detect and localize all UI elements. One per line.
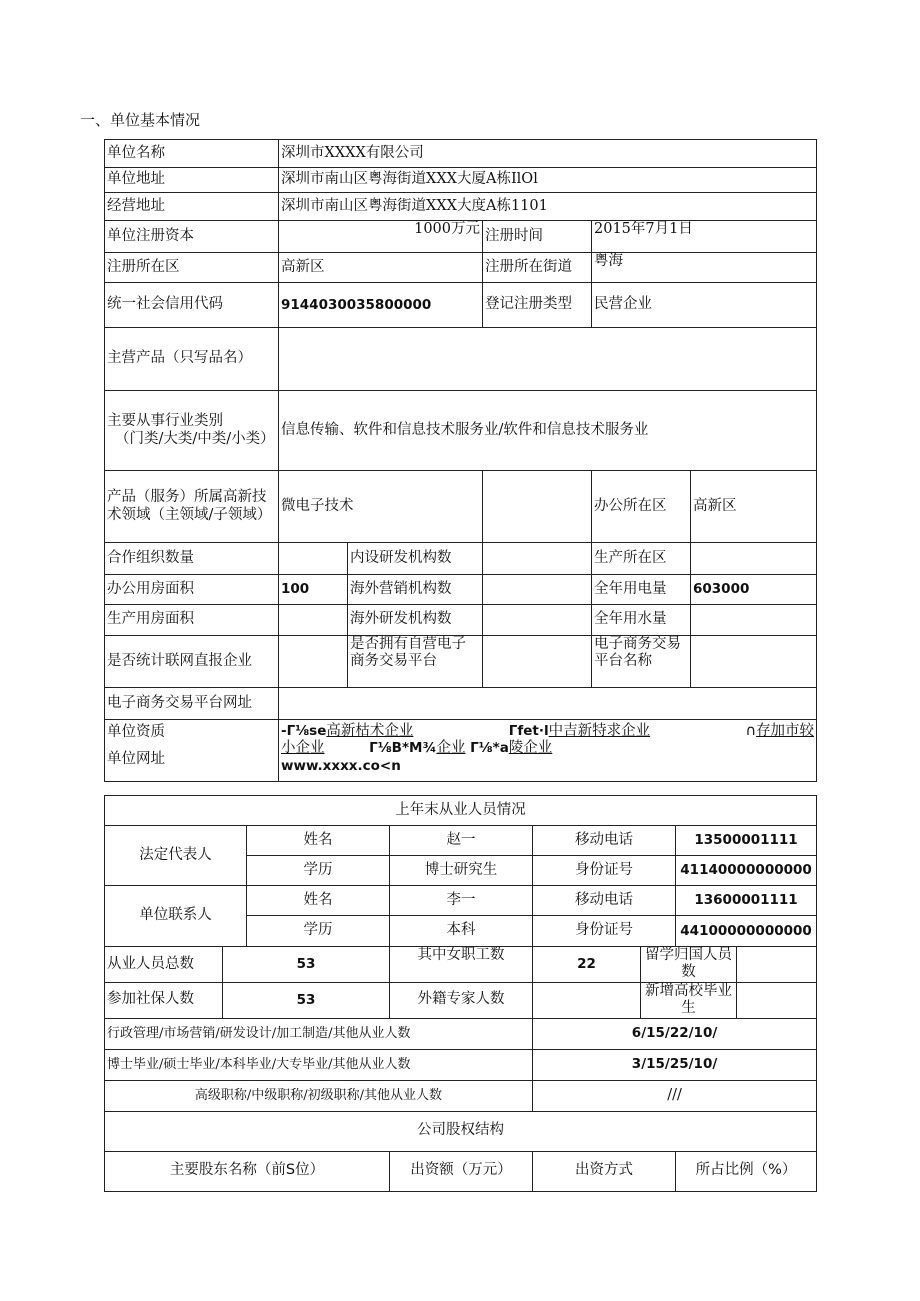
foreign-expert-label: 外籍专家人数 bbox=[390, 982, 533, 1018]
qualification-item-3-mark: ∩ bbox=[745, 723, 757, 739]
legal-rep-id-value: 41140000000000 bbox=[676, 856, 817, 886]
overseas-sales-value bbox=[483, 575, 592, 605]
website-label: 单位网址 bbox=[107, 751, 165, 768]
qualification-line1 bbox=[281, 723, 814, 740]
office-area-label: 办公用房面积 bbox=[105, 575, 279, 605]
female-staff-value: 22 bbox=[533, 947, 641, 983]
contact-name-value: 李一 bbox=[390, 886, 533, 916]
qualification-item-3-text-b: 小企业 bbox=[281, 740, 325, 757]
annual-water-label: 全年用水量 bbox=[592, 605, 691, 636]
stats-report-value bbox=[279, 636, 348, 688]
returnee-value bbox=[737, 947, 817, 983]
qualification-item-1-mark: -Γ⅛se bbox=[281, 723, 327, 739]
registration-district-label: 注册所在区 bbox=[105, 253, 279, 283]
annual-power-label: 全年用电量 bbox=[592, 575, 691, 605]
equity-col-shareholder: 主要股东名称（前S位） bbox=[105, 1151, 390, 1191]
equity-col-method: 出资方式 bbox=[533, 1151, 676, 1191]
contact-edu-value: 本科 bbox=[390, 916, 533, 947]
qualification-item-4-text: 企业 bbox=[436, 740, 466, 757]
title-breakdown-value: /// bbox=[533, 1080, 817, 1111]
hitech-field-value: 微电子技术 bbox=[279, 471, 483, 543]
main-product-label: 主营产品（只写品名） bbox=[105, 328, 279, 391]
insured-value: 53 bbox=[223, 982, 390, 1018]
qualification-item-2-text: 中吉新特求企业 bbox=[548, 723, 651, 739]
dept-breakdown-label: 行政管理/市场营销/研发设计/加工制造/其他从业人数 bbox=[105, 1018, 533, 1049]
qualification-item-5 bbox=[470, 740, 552, 756]
staff-section-title: 上年末从业人员情况 bbox=[105, 796, 817, 826]
inner-rd-value bbox=[483, 543, 592, 575]
website-value: www.xxxx.co<n bbox=[281, 757, 401, 774]
legal-rep-name-value: 赵一 bbox=[390, 826, 533, 856]
registration-time-value: 2015年7月1日 bbox=[592, 221, 817, 253]
legal-rep-mobile-value: 13500001111 bbox=[676, 826, 817, 856]
stats-report-label: 是否统计联网直报企业 bbox=[105, 636, 279, 688]
legal-rep-label: 法定代表人 bbox=[105, 826, 247, 886]
contact-id-label: 身份证号 bbox=[533, 916, 676, 947]
office-district-label: 办公所在区 bbox=[592, 471, 691, 543]
ecom-name-label: 电子商务交易平台名称 bbox=[592, 636, 691, 688]
hitech-field-label: 产品（服务）所属高新技术领域（主领域/子领域） bbox=[105, 471, 279, 543]
registration-district-value: 高新区 bbox=[279, 253, 483, 283]
equity-col-ratio: 所占比例（%） bbox=[676, 1151, 817, 1191]
registered-capital-value: 1000万元 bbox=[279, 221, 483, 253]
qualification-website-label-cell bbox=[105, 720, 279, 782]
overseas-sales-label: 海外营销机构数 bbox=[348, 575, 483, 605]
basic-info-table bbox=[104, 139, 817, 782]
business-address-label: 经营地址 bbox=[105, 193, 279, 221]
staff-table bbox=[104, 795, 817, 1192]
registration-time-label: 注册时间 bbox=[483, 221, 592, 253]
contact-mobile-label: 移动电话 bbox=[533, 886, 676, 916]
qualification-line2 bbox=[281, 740, 814, 757]
returnee-label: 留学归国人员数 bbox=[641, 947, 737, 983]
production-district-value bbox=[691, 543, 817, 575]
contact-label: 单位联系人 bbox=[105, 886, 247, 947]
production-district-label: 生产所在区 bbox=[592, 543, 691, 575]
qualification-item-5-mark: Γ⅛*a bbox=[470, 740, 509, 757]
registration-street-label: 注册所在街道 bbox=[483, 253, 592, 283]
degree-breakdown-label: 博士毕业/硕士毕业/本科毕业/大专毕业/其他从业人数 bbox=[105, 1049, 533, 1080]
production-area-label: 生产用房面积 bbox=[105, 605, 279, 636]
qualification-item-3-text: 存加市较 bbox=[756, 723, 815, 739]
equity-col-amount: 出资额（万元） bbox=[390, 1151, 533, 1191]
female-staff-label: 其中女职工数 bbox=[390, 947, 533, 983]
annual-water-value bbox=[691, 605, 817, 636]
unit-name-label: 单位名称 bbox=[105, 140, 279, 168]
credit-code-label: 统一社会信用代码 bbox=[105, 283, 279, 328]
unit-address-label: 单位地址 bbox=[105, 168, 279, 193]
legal-rep-name-label: 姓名 bbox=[247, 826, 390, 856]
legal-rep-id-label: 身份证号 bbox=[533, 856, 676, 886]
equity-section-title: 公司股权结构 bbox=[105, 1111, 817, 1151]
title-breakdown-label: 高级职称/中级职称/初级职称/其他从业人数 bbox=[105, 1080, 533, 1111]
qualification-item-2-mark: Γfet·l bbox=[508, 723, 549, 739]
industry-label-line1: 主要从事行业类别 bbox=[107, 413, 223, 430]
annual-power-value: 603000 bbox=[691, 575, 817, 605]
registered-capital-label: 单位注册资本 bbox=[105, 221, 279, 253]
dept-breakdown-value: 6/15/22/10/ bbox=[533, 1018, 817, 1049]
business-address-value: 深圳市南山区粤海街道XXX大度A栋1101 bbox=[279, 193, 817, 221]
qualification-item-1 bbox=[281, 723, 413, 740]
ecom-url-label: 电子商务交易平台网址 bbox=[105, 688, 279, 720]
qualification-item-3 bbox=[745, 723, 814, 740]
ecom-name-value bbox=[691, 636, 817, 688]
legal-rep-edu-label: 学历 bbox=[247, 856, 390, 886]
industry-label bbox=[105, 391, 279, 471]
contact-edu-label: 学历 bbox=[247, 916, 390, 947]
ecom-url-value bbox=[279, 688, 817, 720]
coop-org-value bbox=[279, 543, 348, 575]
new-graduate-label: 新增高校毕业生 bbox=[641, 982, 737, 1018]
coop-org-label: 合作组织数量 bbox=[105, 543, 279, 575]
legal-rep-mobile-label: 移动电话 bbox=[533, 826, 676, 856]
registration-type-value: 民营企业 bbox=[592, 283, 817, 328]
office-district-value: 高新区 bbox=[691, 471, 817, 543]
qualification-label: 单位资质 bbox=[107, 724, 165, 740]
main-product-value bbox=[279, 328, 817, 391]
qualification-item-4 bbox=[369, 740, 465, 756]
qualification-item-1-text: 高新枯术企业 bbox=[326, 723, 414, 739]
qualification-item-4-mark: Γ⅛B*M¾ bbox=[369, 740, 437, 757]
registration-type-label: 登记注册类型 bbox=[483, 283, 592, 328]
legal-rep-edu-value: 博士研究生 bbox=[390, 856, 533, 886]
inner-rd-label: 内设研发机构数 bbox=[348, 543, 483, 575]
contact-mobile-value: 13600001111 bbox=[676, 886, 817, 916]
production-area-value bbox=[279, 605, 348, 636]
registration-street-value: 粤海 bbox=[592, 253, 817, 283]
degree-breakdown-value: 3/15/25/10/ bbox=[533, 1049, 817, 1080]
office-area-value: 100 bbox=[279, 575, 348, 605]
overseas-rd-value bbox=[483, 605, 592, 636]
credit-code-value: 9144030035800000 bbox=[279, 283, 483, 328]
overseas-rd-label: 海外研发机构数 bbox=[348, 605, 483, 636]
new-graduate-value bbox=[737, 982, 817, 1018]
qualification-value-cell bbox=[279, 720, 817, 782]
industry-value: 信息传输、软件和信息技术服务业/软件和信息技术服务业 bbox=[279, 391, 817, 471]
hitech-empty-cell bbox=[483, 471, 592, 543]
qualification-item-5-text: 陵企业 bbox=[508, 740, 553, 757]
contact-id-value: 44100000000000 bbox=[676, 916, 817, 947]
ecom-own-label: 是否拥有自营电子商务交易平台 bbox=[348, 636, 483, 688]
section-title: 一、单位基本情况 bbox=[80, 111, 201, 129]
qualification-item-2 bbox=[509, 723, 650, 740]
ecom-own-value bbox=[483, 636, 592, 688]
total-staff-label: 从业人员总数 bbox=[105, 947, 223, 983]
unit-name-value: 深圳市XXXX有限公司 bbox=[279, 140, 817, 168]
insured-label: 参加社保人数 bbox=[105, 982, 223, 1018]
foreign-expert-value bbox=[533, 982, 641, 1018]
total-staff-value: 53 bbox=[223, 947, 390, 983]
contact-name-label: 姓名 bbox=[247, 886, 390, 916]
unit-address-value: 深圳市南山区粤海街道XXX大厦A栋IlOl bbox=[279, 168, 817, 193]
industry-label-line2: （门类/大类/中类/小类） bbox=[115, 430, 275, 447]
